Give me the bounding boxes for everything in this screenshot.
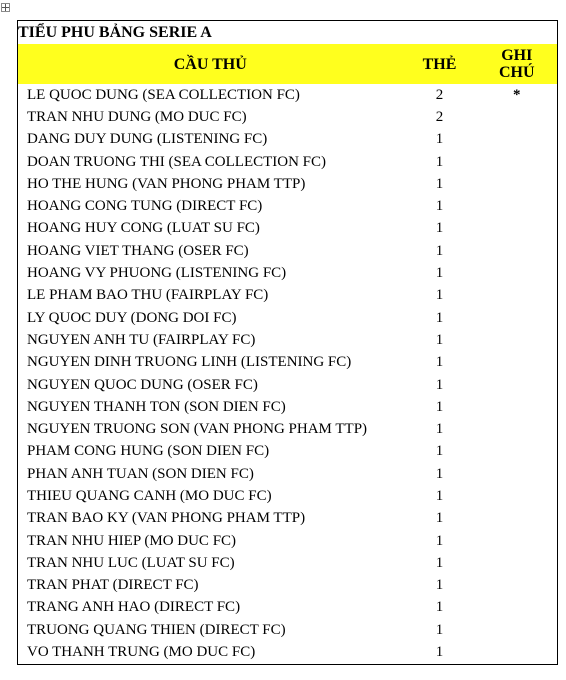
table-row xyxy=(18,262,558,284)
player-name-cell: DOAN TRUONG THI (SEA COLLECTION FC) xyxy=(18,151,403,173)
table-row xyxy=(18,352,558,374)
player-name-cell: NGUYEN THANH TON (SON DIEN FC) xyxy=(18,396,403,418)
card-count-cell: 1 xyxy=(435,198,444,215)
header-note xyxy=(477,44,558,84)
header-player: CẦU THỦ xyxy=(18,44,403,84)
card-count-cell: 1 xyxy=(435,265,444,282)
table-row xyxy=(18,463,558,485)
player-name-cell: LE PHAM BAO THU (FAIRPLAY FC) xyxy=(18,285,403,307)
player-name-cell: TRAN PHAT (DIRECT FC) xyxy=(18,575,403,597)
note-cell xyxy=(477,329,558,351)
table-row xyxy=(18,641,558,664)
player-name-cell: TRANG ANH HAO (DIRECT FC) xyxy=(18,597,403,619)
card-count-cell: 1 xyxy=(435,465,444,482)
card-count-cell: 2 xyxy=(435,108,444,125)
table-move-handle-icon[interactable] xyxy=(1,3,10,12)
card-count-cell: 1 xyxy=(435,398,444,415)
card-count-cell: 1 xyxy=(435,487,444,504)
table-row xyxy=(18,195,558,217)
player-name-cell: NGUYEN ANH TU (FAIRPLAY FC) xyxy=(18,329,403,351)
note-cell xyxy=(477,262,558,284)
note-cell xyxy=(477,463,558,485)
table-row xyxy=(18,106,558,128)
player-name-cell: HOANG VIET THANG (OSER FC) xyxy=(18,240,403,262)
card-count-cell: 2 xyxy=(435,86,444,103)
card-count-cell: 1 xyxy=(435,621,444,638)
player-name-cell: NGUYEN QUOC DUNG (OSER FC) xyxy=(18,374,403,396)
player-name-cell: THIEU QUANG CANH (MO DUC FC) xyxy=(18,485,403,507)
card-count-cell: 1 xyxy=(403,641,477,664)
table-row xyxy=(18,619,558,641)
card-count-cell: 1 xyxy=(435,532,444,549)
note-cell xyxy=(477,106,558,128)
table-row xyxy=(18,307,558,329)
note-cell: * xyxy=(477,84,558,106)
table-row xyxy=(18,441,558,463)
card-count-cell: 1 xyxy=(435,554,444,571)
note-cell xyxy=(477,597,558,619)
card-count-cell: 1 xyxy=(435,599,444,616)
card-count-cell: 1 xyxy=(435,510,444,527)
note-cell xyxy=(477,485,558,507)
note-cell xyxy=(477,508,558,530)
player-name-cell: TRAN NHU LUC (LUAT SU FC) xyxy=(18,552,403,574)
note-cell xyxy=(477,151,558,173)
table-row xyxy=(18,508,558,530)
player-name-cell: HOANG CONG TUNG (DIRECT FC) xyxy=(18,195,403,217)
note-cell xyxy=(477,173,558,195)
header-note-line-1: GHI xyxy=(501,47,533,64)
player-name-cell: TRAN NHU HIEP (MO DUC FC) xyxy=(18,530,403,552)
note-cell xyxy=(477,552,558,574)
player-name-cell: TRAN BAO KY (VAN PHONG PHAM TTP) xyxy=(18,508,403,530)
player-name-cell: PHAN ANH TUAN (SON DIEN FC) xyxy=(18,463,403,485)
table-row xyxy=(18,396,558,418)
card-count-cell: 1 xyxy=(435,309,444,326)
note-cell xyxy=(477,441,558,463)
note-cell xyxy=(477,218,558,240)
card-count-cell: 1 xyxy=(435,220,444,237)
player-name-cell: DANG DUY DUNG (LISTENING FC) xyxy=(18,129,403,151)
table-row xyxy=(18,218,558,240)
note-cell xyxy=(477,352,558,374)
note-cell xyxy=(477,240,558,262)
table-title-row xyxy=(18,21,558,45)
player-name-cell: NGUYEN TRUONG SON (VAN PHONG PHAM TTP) xyxy=(18,418,403,440)
table-row xyxy=(18,129,558,151)
table-row xyxy=(18,240,558,262)
table-row xyxy=(18,329,558,351)
card-count-cell: 1 xyxy=(435,131,444,148)
player-name-cell: LY QUOC DUY (DONG DOI FC) xyxy=(18,307,403,329)
table-title: TIỂU PHU BẢNG SERIE A xyxy=(18,21,558,45)
player-name-cell: HOANG VY PHUONG (LISTENING FC) xyxy=(18,262,403,284)
header-note-line-2: CHÚ xyxy=(498,64,535,81)
player-name-cell: VO THANH TRUNG (MO DUC FC) xyxy=(18,641,403,664)
note-cell xyxy=(477,396,558,418)
table-row xyxy=(18,575,558,597)
table-row xyxy=(18,374,558,396)
card-count-cell: 1 xyxy=(435,376,444,393)
card-count-cell: 1 xyxy=(435,421,444,438)
table-row xyxy=(18,151,558,173)
player-name-cell: LE QUOC DUNG (SEA COLLECTION FC) xyxy=(18,84,403,106)
note-cell xyxy=(477,374,558,396)
note-cell xyxy=(477,619,558,641)
note-cell xyxy=(477,575,558,597)
player-name-cell: TRAN NHU DUNG (MO DUC FC) xyxy=(18,106,403,128)
note-cell xyxy=(477,195,558,217)
note-cell xyxy=(477,530,558,552)
header-cards: THẺ xyxy=(403,44,477,84)
note-cell xyxy=(477,129,558,151)
player-name-cell: PHAM CONG HUNG (SON DIEN FC) xyxy=(18,441,403,463)
note-cell xyxy=(477,285,558,307)
note-cell xyxy=(477,307,558,329)
table-row xyxy=(18,84,558,106)
table-row xyxy=(18,173,558,195)
card-count-cell: 1 xyxy=(435,287,444,304)
card-count-cell: 1 xyxy=(435,153,444,170)
card-count-cell: 1 xyxy=(435,175,444,192)
note-cell xyxy=(477,418,558,440)
card-count-cell: 1 xyxy=(435,577,444,594)
card-leaderboard-table xyxy=(17,20,558,665)
table-row xyxy=(18,285,558,307)
table-row xyxy=(18,530,558,552)
player-name-cell: NGUYEN DINH TRUONG LINH (LISTENING FC) xyxy=(18,352,403,374)
card-count-cell: 1 xyxy=(435,331,444,348)
player-name-cell: HO THE HUNG (VAN PHONG PHAM TTP) xyxy=(18,173,403,195)
table-row xyxy=(18,597,558,619)
table-row xyxy=(18,485,558,507)
header-row xyxy=(18,44,558,84)
card-count-cell: 1 xyxy=(435,242,444,259)
note-cell xyxy=(477,641,558,664)
table-row xyxy=(18,418,558,440)
player-name-cell: HOANG HUY CONG (LUAT SU FC) xyxy=(18,218,403,240)
player-name-cell: TRUONG QUANG THIEN (DIRECT FC) xyxy=(18,619,403,641)
card-count-cell: 1 xyxy=(435,443,444,460)
table-row xyxy=(18,552,558,574)
card-count-cell: 1 xyxy=(435,354,444,371)
